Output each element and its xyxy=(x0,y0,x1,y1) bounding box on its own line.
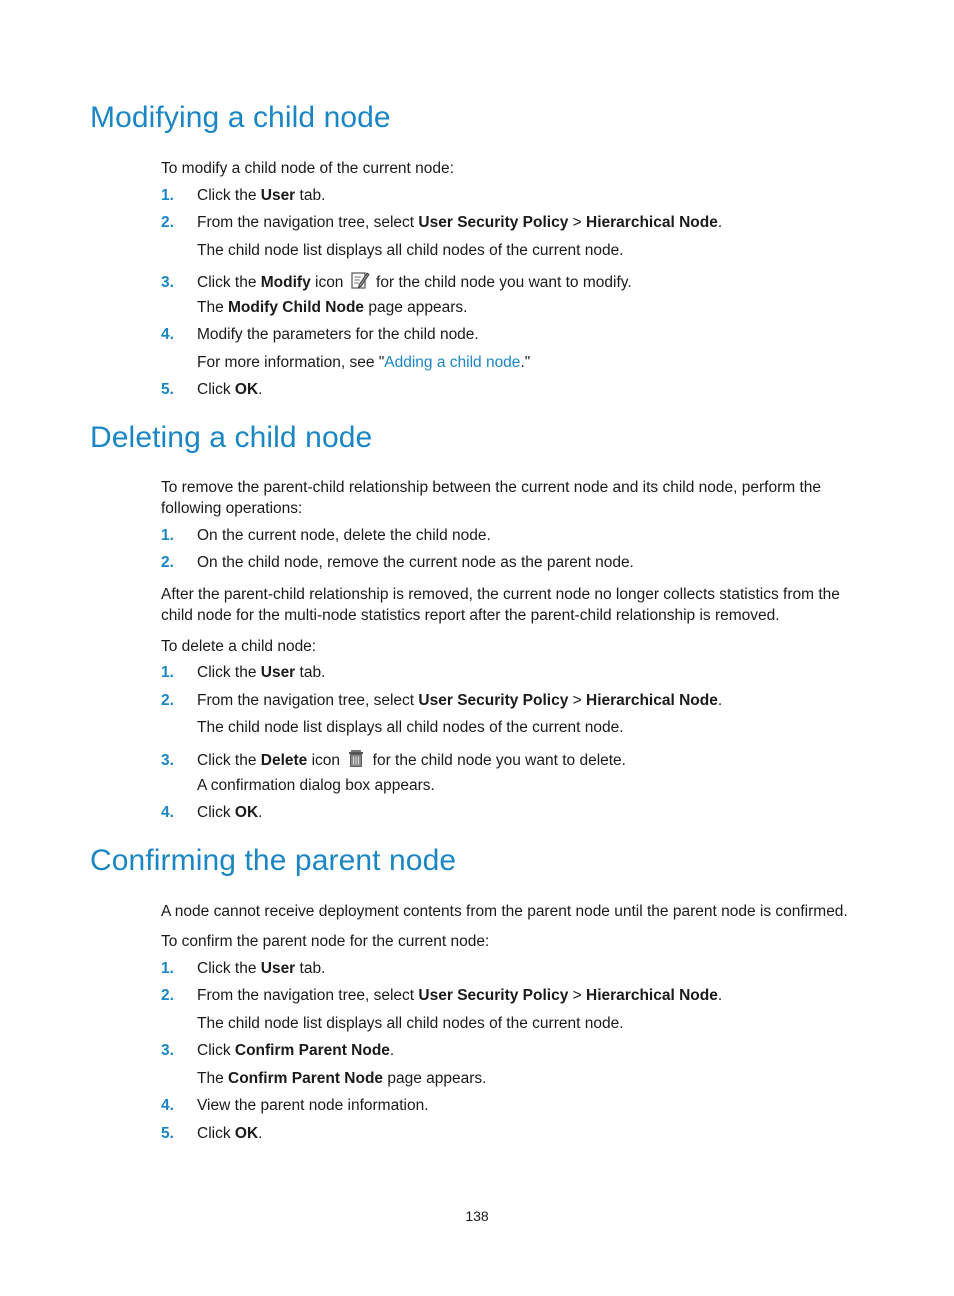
bold-term: Hierarchical Node xyxy=(586,987,718,1004)
intro-text: To modify a child node of the current node: xyxy=(161,160,454,177)
step-item xyxy=(161,186,325,206)
step-note: The child node list displays all child nodes of the current node. xyxy=(197,1015,624,1032)
step-item xyxy=(161,1124,262,1144)
bold-term: User Security Policy xyxy=(418,692,569,709)
bold-term: OK xyxy=(234,804,259,821)
paragraph: To delete a child node: xyxy=(161,638,317,655)
step-item xyxy=(161,748,626,771)
step-note xyxy=(197,298,467,318)
step-text: Click the xyxy=(197,960,261,977)
bold-term: Modify Child Node xyxy=(228,299,365,316)
bold-term: User Security Policy xyxy=(418,987,569,1004)
step-text: tab. xyxy=(295,187,326,204)
step-note: A confirmation dialog box appears. xyxy=(197,777,435,794)
step-text: Click xyxy=(197,1042,235,1059)
step-number: 5. xyxy=(161,1125,174,1142)
step-text: . xyxy=(717,987,723,1004)
step-item xyxy=(161,213,722,233)
edit-icon xyxy=(350,270,370,290)
step-text: > xyxy=(568,214,587,231)
step-number: 4. xyxy=(161,804,174,821)
step-text: . xyxy=(258,1125,263,1142)
step-number: 1. xyxy=(161,527,174,544)
step-item xyxy=(161,691,722,711)
step-text: Click the xyxy=(197,187,261,204)
section-title-modify: Modifying a child node xyxy=(90,101,391,134)
step-text: for the child node you want to modify. xyxy=(371,274,632,291)
step-text: icon xyxy=(310,274,348,291)
step-text: tab. xyxy=(295,960,326,977)
page-number: 138 xyxy=(465,1208,489,1224)
step-text: . xyxy=(389,1042,395,1059)
step-text: Click the xyxy=(197,274,261,291)
paragraph: A node cannot receive deployment contents from the parent node until the parent node is confirmed. xyxy=(161,903,848,920)
step-text: tab. xyxy=(295,664,326,681)
step-item xyxy=(161,380,262,400)
step-number: 2. xyxy=(161,987,174,1004)
bold-term: Hierarchical Node xyxy=(586,214,718,231)
note-text: ." xyxy=(520,354,531,371)
step-number: 1. xyxy=(161,664,174,681)
step-text: . xyxy=(717,692,723,709)
bold-term: Modify xyxy=(260,274,311,291)
step-number: 4. xyxy=(161,326,174,343)
step-text: On the child node, remove the current node as the parent node. xyxy=(197,554,634,571)
paragraph: To remove the parent-child relationship between the current node and its child node, perform the following operations: xyxy=(161,479,821,517)
bold-term: OK xyxy=(234,1125,259,1142)
step-text: From the navigation tree, select xyxy=(197,987,419,1004)
step-text: On the current node, delete the child node. xyxy=(197,527,491,544)
bold-term: Confirm Parent Node xyxy=(228,1070,384,1087)
step-item xyxy=(161,1096,429,1116)
step-number: 2. xyxy=(161,214,174,231)
step-text: From the navigation tree, select xyxy=(197,214,419,231)
step-text: icon xyxy=(307,752,345,769)
step-number: 3. xyxy=(161,752,174,769)
bold-term: User xyxy=(260,960,296,977)
note-text: For more information, see " xyxy=(197,354,385,371)
step-number: 4. xyxy=(161,1097,174,1114)
step-text: > xyxy=(568,692,587,709)
step-text: Click the xyxy=(197,752,261,769)
step-note xyxy=(197,1069,486,1089)
step-text: Click the xyxy=(197,664,261,681)
step-item xyxy=(161,270,632,293)
step-text: . xyxy=(258,381,263,398)
note-text: page appears. xyxy=(383,1070,487,1087)
step-text: View the parent node information. xyxy=(197,1097,429,1114)
paragraph: After the parent-child relationship is removed, the current node no longer collects statistics from the child node for the multi-node statistics report after the parent-child relationship is removed. xyxy=(161,586,840,624)
trash-icon xyxy=(346,748,366,768)
step-item xyxy=(161,526,491,546)
step-item xyxy=(161,663,325,683)
step-text: . xyxy=(717,214,723,231)
step-text: Modify the parameters for the child node. xyxy=(197,326,479,343)
step-text: . xyxy=(258,804,263,821)
step-number: 3. xyxy=(161,1042,174,1059)
step-number: 1. xyxy=(161,187,174,204)
step-text: for the child node you want to delete. xyxy=(368,752,626,769)
step-item xyxy=(161,325,479,345)
bold-term: User xyxy=(260,187,296,204)
step-item xyxy=(161,959,325,979)
step-number: 2. xyxy=(161,692,174,709)
section-title-delete: Deleting a child node xyxy=(90,421,373,454)
step-item xyxy=(161,803,262,823)
step-number: 5. xyxy=(161,381,174,398)
step-text: > xyxy=(568,987,587,1004)
step-number: 1. xyxy=(161,960,174,977)
step-note xyxy=(197,353,530,373)
step-item xyxy=(161,1041,394,1061)
step-note: The child node list displays all child nodes of the current node. xyxy=(197,719,624,736)
section-title-confirm: Confirming the parent node xyxy=(90,844,457,877)
note-text: The xyxy=(197,299,229,316)
step-number: 2. xyxy=(161,554,174,571)
step-text: Click xyxy=(197,804,235,821)
adding-child-node-link[interactable]: Adding a child node xyxy=(384,354,521,371)
note-text: page appears. xyxy=(364,299,468,316)
note-text: The xyxy=(197,1070,229,1087)
bold-term: Confirm Parent Node xyxy=(234,1042,390,1059)
step-text: Click xyxy=(197,381,235,398)
step-text: Click xyxy=(197,1125,235,1142)
bold-term: Delete xyxy=(260,752,308,769)
bold-term: OK xyxy=(234,381,259,398)
step-number: 3. xyxy=(161,274,174,291)
step-item xyxy=(161,553,634,573)
step-text: From the navigation tree, select xyxy=(197,692,419,709)
bold-term: Hierarchical Node xyxy=(586,692,718,709)
bold-term: User xyxy=(260,664,296,681)
step-item xyxy=(161,986,722,1006)
step-note: The child node list displays all child nodes of the current node. xyxy=(197,242,624,259)
bold-term: User Security Policy xyxy=(418,214,569,231)
paragraph: To confirm the parent node for the current node: xyxy=(161,933,490,950)
